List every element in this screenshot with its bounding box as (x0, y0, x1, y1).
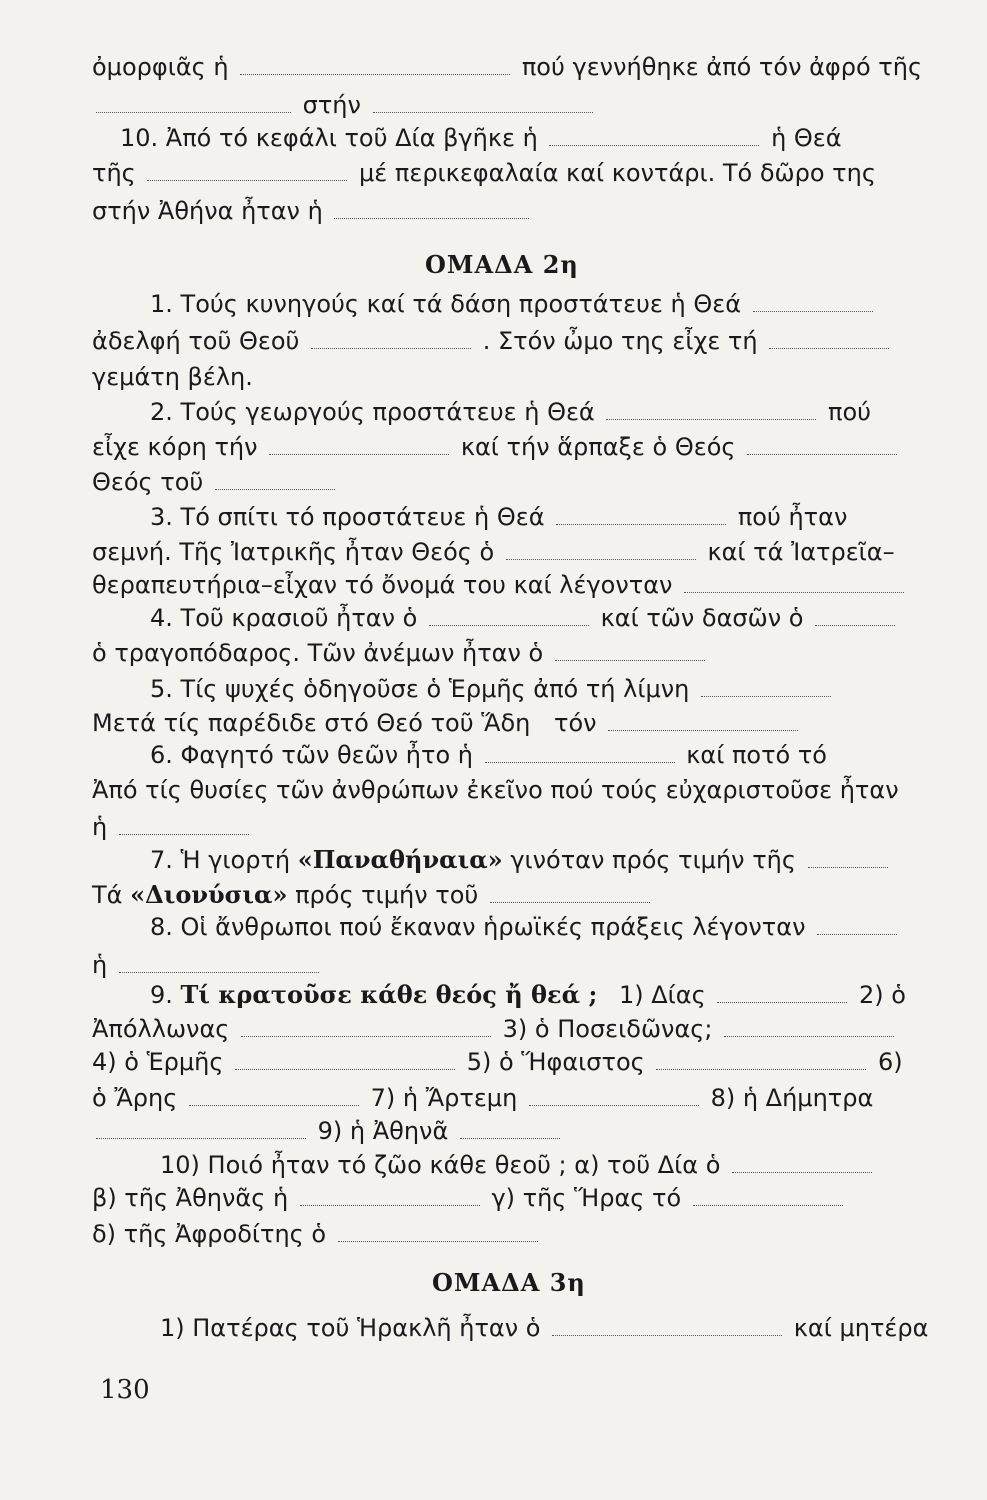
text: 1) Δίας (618, 981, 706, 1009)
blank-field[interactable] (529, 1085, 699, 1106)
text: Ἀπόλλωνας (92, 1015, 230, 1043)
text-line (150, 289, 877, 319)
section-heading-group-3: ΟΜΑΔΑ 3η (432, 1268, 586, 1297)
blank-field[interactable] (693, 1185, 843, 1206)
text-line (92, 880, 654, 910)
text-line (92, 1014, 898, 1044)
text: 10) Ποιό ἦταν τό ζῶο κάθε θεοῦ ; α) τοῦ Δία ὁ (160, 1151, 721, 1179)
blank-field[interactable] (235, 1049, 455, 1070)
text: 9) ἡ Ἀθηνᾶ (317, 1117, 449, 1145)
text-line (150, 845, 892, 875)
text: πού γεννήθηκε ἀπό τόν ἀφρό τῆς (521, 53, 923, 81)
blank-field[interactable] (556, 504, 726, 525)
blank-field[interactable] (300, 1185, 480, 1206)
blank-field[interactable] (96, 92, 291, 113)
blank-field[interactable] (753, 291, 873, 312)
blank-field[interactable] (815, 605, 895, 626)
text: Μετά τίς παρέδιδε στό Θεό τοῦ Ἅδη (92, 709, 531, 737)
text: ἡ (92, 813, 108, 841)
blank-field[interactable] (240, 54, 510, 75)
blank-field[interactable] (606, 399, 816, 420)
text: «Διονύσια» (130, 880, 288, 909)
blank-field[interactable] (732, 1152, 872, 1173)
text: . Στόν ὦμο της εἶχε τή (482, 327, 758, 355)
blank-field[interactable] (717, 982, 847, 1003)
blank-field[interactable] (490, 882, 650, 903)
blank-field[interactable] (549, 125, 759, 146)
text-line (92, 52, 922, 82)
text: τῆς (92, 159, 136, 187)
text: 6) (878, 1048, 903, 1076)
text-line (120, 123, 842, 153)
blank-field[interactable] (608, 710, 798, 731)
text: 8) ἡ Δήμητρα (710, 1084, 874, 1112)
text: «Παναθήναια» (297, 845, 503, 874)
blank-field[interactable] (215, 469, 335, 490)
text: Τί κρατοῦσε κάθε θεός ἤ θεά ; (180, 980, 598, 1009)
text: θεραπευτήρια–εἶχαν τό ὄνομά του καί λέγονταν (92, 571, 673, 599)
text-line (92, 775, 899, 805)
text-line (150, 912, 901, 942)
text: ὁ τραγοπόδαρος. Τῶν ἀνέμων ἦταν ὁ (92, 639, 544, 667)
blank-field[interactable] (334, 198, 529, 219)
text: στήν (302, 91, 361, 119)
text: 7) ἡ Ἄρτεμη (370, 1084, 518, 1112)
text: 3) ὁ Ποσειδῶνας; (502, 1015, 713, 1043)
text-line (92, 326, 893, 356)
blank-field[interactable] (189, 1085, 359, 1106)
text: δ) τῆς Ἀφροδίτης ὁ (92, 1220, 327, 1248)
text: ἡ (92, 951, 108, 979)
text-line (92, 812, 253, 842)
blank-field[interactable] (769, 328, 889, 349)
blank-field[interactable] (506, 539, 696, 560)
text-line (92, 638, 709, 668)
text-line (92, 196, 533, 226)
text: τόν (554, 709, 597, 737)
blank-field[interactable] (147, 160, 347, 181)
text: 10. Ἀπό τό κεφάλι τοῦ Δία βγῆκε ἡ (120, 124, 538, 152)
blank-field[interactable] (555, 640, 705, 661)
text: 7. Ἡ γιορτή (150, 846, 291, 874)
text: ἀδελφή τοῦ Θεοῦ (92, 327, 300, 355)
text: καί ποτό τό (686, 741, 827, 769)
text-line (150, 674, 835, 704)
text: 2) ὁ (858, 981, 906, 1009)
text-line (150, 397, 871, 427)
blank-field[interactable] (241, 1016, 491, 1037)
page-number: 130 (100, 1375, 150, 1405)
text-line (92, 158, 876, 188)
text-line (92, 570, 908, 600)
blank-field[interactable] (747, 434, 897, 455)
text: 3. Τό σπίτι τό προστάτευε ἡ Θεά (150, 503, 545, 531)
blank-field[interactable] (338, 1221, 538, 1242)
text: πρός τιμήν τοῦ (295, 881, 479, 909)
text-line (92, 467, 339, 497)
text-line (92, 362, 253, 392)
text: 2. Τούς γεωργούς προστάτευε ἡ Θεά (150, 398, 595, 426)
text: 1. Τούς κυνηγούς καί τά δάση προστάτευε ἡ Θεά (150, 290, 742, 318)
blank-field[interactable] (311, 328, 471, 349)
text: μέ περικεφαλαία καί κοντάρι. Τό δῶρο της (359, 159, 876, 187)
text-line (92, 1219, 542, 1249)
text: καί μητέρα (793, 1314, 929, 1342)
text: 4. Τοῦ κρασιοῦ ἦταν ὁ (150, 604, 418, 632)
text-line (160, 1313, 928, 1343)
text: 6. Φαγητό τῶν θεῶν ἦτο ἡ (150, 741, 473, 769)
text: εἶχε κόρη τήν (92, 433, 258, 461)
blank-field[interactable] (119, 952, 319, 973)
text: Ἀπό τίς θυσίες τῶν ἀνθρώπων ἐκεῖνο πού τούς εὐχαριστοῦσε ἦταν (92, 776, 899, 804)
text-line (92, 1047, 903, 1077)
text: 5) ὁ Ἥφαιστος (466, 1048, 645, 1076)
text: 1) Πατέρας τοῦ Ἡρακλῆ ἦταν ὁ (160, 1314, 541, 1342)
blank-field[interactable] (429, 605, 589, 626)
text: ἡ Θεά (771, 124, 842, 152)
blank-field[interactable] (701, 676, 831, 697)
text-line (92, 1083, 873, 1113)
text: καί τά Ἰατρεῖα– (707, 538, 895, 566)
blank-field[interactable] (808, 847, 888, 868)
text: Τά (92, 881, 123, 909)
blank-field[interactable] (96, 1118, 306, 1139)
text: 8. Οἱ ἄνθρωποι πού ἔκαναν ἡρωϊκές πράξεις λέγονταν (150, 913, 806, 941)
text-line (160, 1150, 876, 1180)
text-line (92, 432, 901, 462)
text-line (92, 1183, 847, 1213)
blank-field[interactable] (656, 1049, 866, 1070)
text-line (150, 502, 847, 532)
text-line (150, 740, 827, 770)
text-line (92, 90, 597, 120)
text: γεμάτη βέλη. (92, 363, 253, 391)
blank-field[interactable] (269, 434, 449, 455)
text: πού (828, 398, 872, 426)
text-line (150, 603, 899, 633)
text: β) τῆς Ἀθηνᾶς ἡ (92, 1184, 289, 1212)
text: 4) ὁ Ἑρμῆς (92, 1048, 224, 1076)
blank-field[interactable] (684, 572, 904, 593)
text: 9. (150, 981, 173, 1009)
text: καί τῶν δασῶν ὁ (600, 604, 804, 632)
text-line (92, 1116, 564, 1146)
blank-field[interactable] (460, 1118, 560, 1139)
text: ὀμορφιᾶς ἡ (92, 53, 229, 81)
text: σεμνή. Τῆς Ἰατρικῆς ἦταν Θεός ὁ (92, 538, 495, 566)
text: γινόταν πρός τιμήν τῆς (510, 846, 796, 874)
text-line (92, 537, 895, 567)
text: γ) τῆς Ἥρας τό (491, 1184, 682, 1212)
text: Θεός τοῦ (92, 468, 204, 496)
blank-field[interactable] (552, 1315, 782, 1336)
text-line (92, 708, 802, 738)
text-line (92, 950, 323, 980)
blank-field[interactable] (119, 814, 249, 835)
blank-field[interactable] (817, 914, 897, 935)
text: πού ἦταν (737, 503, 848, 531)
text: ὁ Ἄρης (92, 1084, 178, 1112)
text-line (150, 980, 906, 1010)
section-heading-group-2: ΟΜΑΔΑ 2η (425, 250, 579, 279)
blank-field[interactable] (485, 742, 675, 763)
blank-field[interactable] (724, 1016, 894, 1037)
text: καί τήν ἅρπαξε ὁ Θεός (460, 433, 736, 461)
blank-field[interactable] (373, 92, 593, 113)
text: στήν Ἀθήνα ἦταν ἡ (92, 197, 323, 225)
text: 5. Τίς ψυχές ὁδηγοῦσε ὁ Ἑρμῆς ἀπό τή λίμνη (150, 675, 690, 703)
